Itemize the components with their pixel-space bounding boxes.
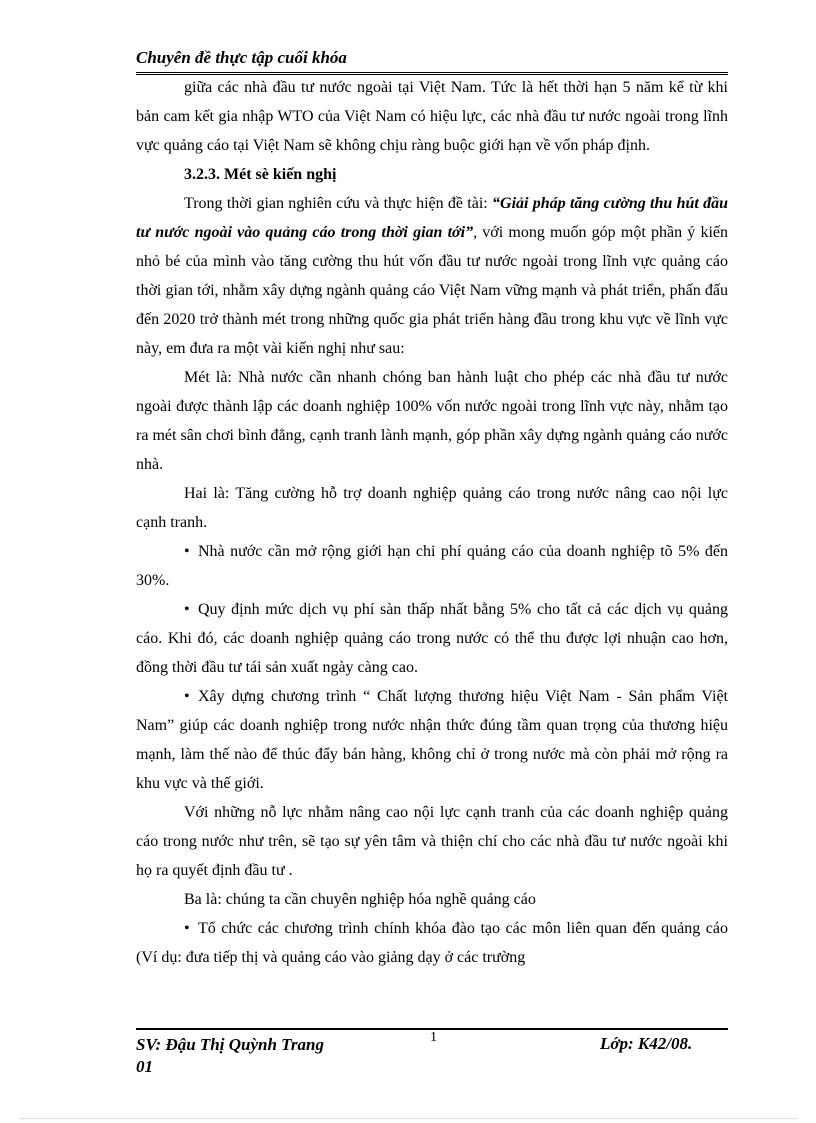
bullet-icon: • [184,601,190,618]
page-number: 1 [430,1030,437,1045]
footer-student [136,1034,324,1078]
recommendation-three: Ba là: chúng ta cần chuyên nghiệp hóa nghề quảng cáo [184,891,536,908]
student-name-line2: 01 [136,1057,153,1076]
footer-class: Lớp: K42/08. [600,1034,693,1053]
header-title: Chuyên đề thực tập cuối khóa [136,48,347,67]
bullet-icon: • [184,543,190,560]
bullet-text: Quy định mức dịch vụ phí sàn thấp nhất bằng 5% cho tất cả các dịch vụ quảng cáo. Khi đó, các doanh nghiệp quảng cáo trong nước có thể thu được lợi nhuận cao hơn, đồng thời đầu tư tái sản xuất ngày càng cao. [136,601,728,676]
bullet-text: Nhà nước cần mở rộng giới hạn chi phí quảng cáo của doanh nghiệp tõ 5% đến 30%. [136,543,728,589]
page-edge-divider [20,1118,796,1119]
bullet-item [136,682,728,798]
section-heading: 3.2.3. Mét sè kiến nghị [184,166,337,183]
intro-text-rest: , với mong muốn góp một phần ý kiến nhỏ bé của mình vào tăng cường thu hút vốn đầu tư nước ngoài trong lĩnh vực quảng cáo thời gian tới, nhằm xây dựng ngành quảng cáo Việt Nam vững mạnh và phát triển, phấn đấu đến 2020 trở thành mét trong những quốc gia phát triển hàng đầu trong khu vực về lĩnh vực này, em đưa ra một vài kiến nghị như sau: [136,224,729,357]
recommendation-two: Hai là: Tăng cường hỗ trợ doanh nghiệp quảng cáo trong nước nâng cao nội lực cạnh tranh. [136,485,728,531]
bullet-item [136,537,728,595]
thesis-title: “Giải pháp tăng cường thu hút đầu tư nước ngoài vào quảng cáo trong thời gian tới” [136,195,728,241]
bullet-text: Xây dựng chương trình “ Chất lượng thương hiệu Việt Nam - Sản phẩm Việt Nam” giúp các doanh nghiệp trong nước nhận thức đúng tầm quan trọng của thương hiệu mạnh, làm thế nào để thúc đẩy bán hàng, không chỉ ở trong nước mà còn phải mở rộng ra khu vực và thế giới. [136,688,728,792]
paragraph-continuation: giữa các nhà đầu tư nước ngoài tại Việt Nam. Tức là hết thời hạn 5 năm kể từ khi bản cam kết gia nhập WTO của Việt Nam có hiệu lực, các nhà đầu tư nước ngoài trong lĩnh vực quảng cáo tại Việt Nam sẽ không chịu ràng buộc giới hạn về vốn pháp định. [136,79,728,154]
body-content [136,73,728,972]
bullet-icon: • [184,688,190,705]
bullet-item [136,595,728,682]
paragraph-summary: Với những nỗ lực nhằm nâng cao nội lực cạnh tranh của các doanh nghiệp quảng cáo trong nước như trên, sẽ tạo sự yên tâm và thiện chí cho các nhà đầu tư nước ngoài khi họ ra quyết định đầu tư . [136,804,728,879]
recommendation-one: Mét là: Nhà nước cần nhanh chóng ban hành luật cho phép các nhà đầu tư nước ngoài được thành lập các doanh nghiệp 100% vốn nước ngoài trong lĩnh vực này, nhằm tạo ra mét sân chơi bình đẳng, cạnh tranh lành mạnh, góp phần xây dựng ngành quảng cáo nước nhà. [136,369,728,473]
student-name: SV: Đậu Thị Quỳnh Trang [136,1035,324,1054]
bullet-icon: • [184,920,190,937]
bullet-text: Tổ chức các chương trình chính khóa đào tạo các môn liên quan đến quảng cáo (Ví dụ: đưa tiếp thị và quảng cáo vào giảng dạy ở các trường [136,920,728,966]
bullet-item [136,914,728,972]
paragraph-intro [136,189,728,363]
intro-text: Trong thời gian nghiên cứu và thực hiện đề tài: [184,195,493,212]
